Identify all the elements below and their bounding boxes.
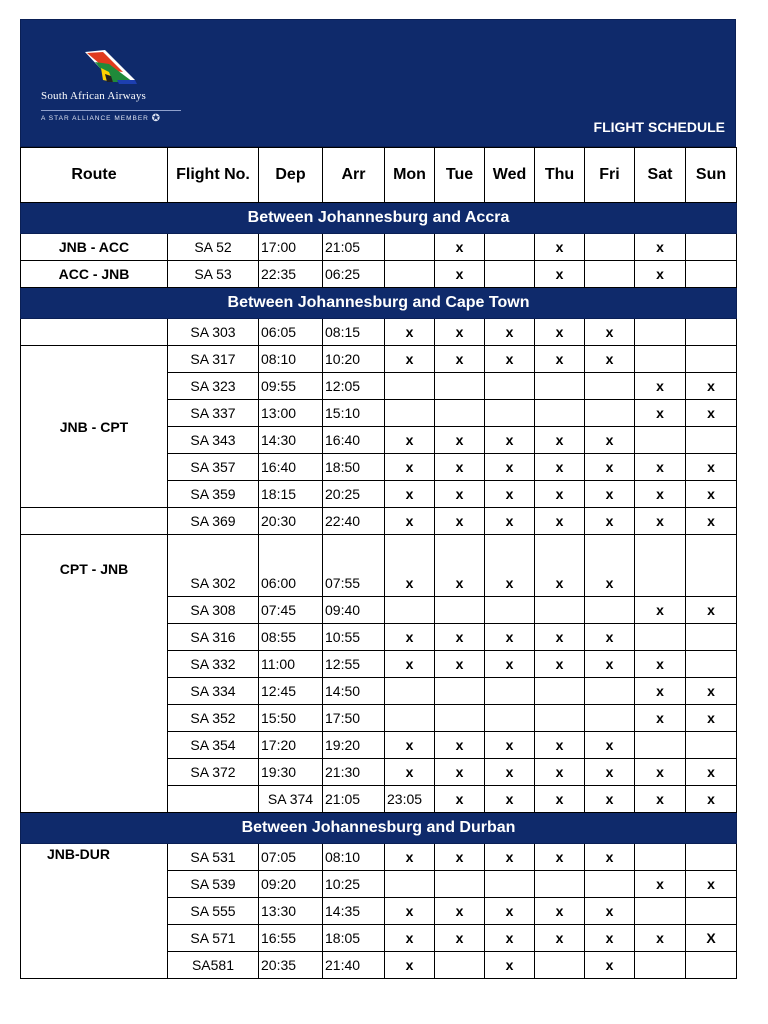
day-tue-cell [435,952,485,979]
arrival-time-cell: 12:05 [323,373,385,400]
day-sat-cell [635,732,686,759]
day-sat-cell [635,346,686,373]
day-fri-cell: x [585,508,635,535]
flight-number-cell: SA 369 [168,508,259,535]
day-tue-cell: x [435,732,485,759]
day-mon-cell: x [385,508,435,535]
arrival-time-cell: 06:25 [323,261,385,288]
day-fri-cell [585,373,635,400]
section-header-accra [21,203,737,234]
day-wed-cell [485,705,535,732]
day-fri-cell: x [585,925,635,952]
day-sun-cell: x [686,871,737,898]
flight-number-cell: SA 332 [168,651,259,678]
day-thu-cell: x [535,427,585,454]
arrival-time-cell: 21:30 [323,759,385,786]
flight-number-cell: SA 357 [168,454,259,481]
departure-time-cell: 16:40 [259,454,323,481]
day-tue-cell: x [435,925,485,952]
route-cell: JNB - CPT [21,346,168,508]
departure-time-cell: 20:35 [259,952,323,979]
day-mon-cell [385,597,435,624]
day-mon-cell: x [385,624,435,651]
day-sat-cell [635,624,686,651]
day-sat-cell: x [635,400,686,427]
day-sun-cell: x [686,454,737,481]
flight-number-cell: SA 334 [168,678,259,705]
day-tue-cell: x [435,346,485,373]
day-thu-cell: x [535,624,585,651]
day-thu-cell [535,871,585,898]
flight-number-cell: SA 317 [168,346,259,373]
day-thu-cell [535,400,585,427]
day-sun-cell: x [686,481,737,508]
airline-name: South African Airways [41,90,147,102]
day-mon-cell: x [385,427,435,454]
col-tue: Tue [435,148,485,203]
day-tue-cell: x [435,427,485,454]
day-mon-cell: x [385,319,435,346]
arrival-time-cell: 18:50 [323,454,385,481]
day-fri-cell: x [585,651,635,678]
day-tue-cell [435,871,485,898]
day-fri-cell: x [585,759,635,786]
arrival-time-cell: 16:40 [323,427,385,454]
day-thu-cell: x [535,319,585,346]
col-sat: Sat [635,148,686,203]
flight-number-cell: SA 539 [168,871,259,898]
day-fri-cell [585,705,635,732]
departure-time-cell: 18:15 [259,481,323,508]
flight-number-cell: SA 571 [168,925,259,952]
day-sun-cell [686,651,737,678]
day-fri-cell: x [585,624,635,651]
section-header-durban [21,813,737,844]
day-wed-cell: x [535,786,585,813]
day-sat-cell: x [635,925,686,952]
document-title: FLIGHT SCHEDULE [593,119,725,135]
section-title: Between Johannesburg and Accra [21,203,737,234]
column-header-row [21,148,737,203]
day-mon-cell [385,261,435,288]
day-mon-cell: x [385,898,435,925]
flight-number-cell: SA 531 [168,844,259,871]
day-tue-cell: x [435,481,485,508]
day-sat-cell: x [635,481,686,508]
star-alliance-icon: ✪ [151,113,162,124]
day-wed-cell [485,400,535,427]
day-mon-cell [385,871,435,898]
day-mon-cell: x [385,952,435,979]
day-thu-cell [535,678,585,705]
day-fri-cell: x [585,898,635,925]
arrival-time-cell: 19:20 [323,732,385,759]
flight-number-cell: SA 52 [168,234,259,261]
day-wed-cell: x [485,759,535,786]
day-mon-cell: x [385,732,435,759]
arrival-time-cell: 10:20 [323,346,385,373]
table-row [21,844,737,871]
day-thu-cell: x [535,535,585,597]
arrival-time-cell: 17:50 [323,705,385,732]
alliance-tagline [41,110,181,124]
arrival-time-cell: 20:25 [323,481,385,508]
arrival-time-cell: 14:50 [323,678,385,705]
arrival-time-cell: 10:55 [323,624,385,651]
departure-time-cell: 15:50 [259,705,323,732]
day-sat-cell: x [635,759,686,786]
flight-number-cell: SA 354 [168,732,259,759]
departure-time-cell: 21:05 [323,786,385,813]
day-tue-cell: x [435,759,485,786]
day-thu-cell: x [535,481,585,508]
table-row [21,508,737,535]
day-thu-cell: x [535,651,585,678]
day-mon-cell: x [385,844,435,871]
day-sun-cell: x [686,597,737,624]
day-fri-cell [585,400,635,427]
section-header-capetown [21,288,737,319]
table-row [21,535,737,597]
table-row [21,261,737,288]
day-sun-cell [686,346,737,373]
departure-time-cell: 17:20 [259,732,323,759]
departure-time-cell: 20:30 [259,508,323,535]
arrival-time-cell: 21:05 [323,234,385,261]
schedule-table [20,147,737,979]
day-thu-cell: x [535,844,585,871]
day-fri-cell: x [585,732,635,759]
day-mon-cell: x [385,454,435,481]
day-thu-cell: x [535,759,585,786]
departure-time-cell: 13:00 [259,400,323,427]
day-sat-cell: x [635,651,686,678]
day-fri-cell [585,678,635,705]
day-mon-cell: x [385,346,435,373]
day-wed-cell: x [485,427,535,454]
day-mon-cell [385,234,435,261]
day-fri-cell: x [585,844,635,871]
day-sun-cell [686,732,737,759]
day-tue-cell [435,678,485,705]
day-sat-cell: x [635,871,686,898]
route-cell: JNB - ACC [21,234,168,261]
day-sun-cell: x [686,678,737,705]
day-mon-cell [385,705,435,732]
day-fri-cell [585,597,635,624]
flight-number-cell: SA 555 [168,898,259,925]
day-tue-cell: x [435,651,485,678]
departure-time-cell: 06:05 [259,319,323,346]
day-wed-cell: x [485,844,535,871]
day-mon-cell: x [435,786,485,813]
arrival-time-cell: 22:40 [323,508,385,535]
arrival-time-cell: 12:55 [323,651,385,678]
day-fri-cell: x [585,535,635,597]
day-sun-cell [686,952,737,979]
route-cell: CPT - JNB [21,535,168,813]
day-thu-cell [535,705,585,732]
arrival-time-cell: 15:10 [323,400,385,427]
day-wed-cell: x [485,481,535,508]
day-fri-cell [585,261,635,288]
day-thu-cell: x [535,261,585,288]
day-tue-cell [435,597,485,624]
day-mon-cell [385,373,435,400]
day-thu-cell: x [535,925,585,952]
route-cell-empty [21,319,168,346]
day-thu-cell: x [535,898,585,925]
day-thu-cell [535,952,585,979]
day-fri-cell: x [635,786,686,813]
departure-time-cell: 09:20 [259,871,323,898]
day-fri-cell: x [585,346,635,373]
day-tue-cell [435,705,485,732]
flight-number-cell: SA 343 [168,427,259,454]
day-fri-cell: x [585,319,635,346]
day-tue-cell: x [485,786,535,813]
flight-number-cell: SA 53 [168,261,259,288]
day-wed-cell [485,871,535,898]
day-fri-cell: x [585,481,635,508]
day-wed-cell: x [485,651,535,678]
departure-time-cell: 07:45 [259,597,323,624]
day-sat-cell [635,535,686,597]
day-sat-cell: x [635,373,686,400]
day-thu-cell: x [535,234,585,261]
day-thu-cell: x [585,786,635,813]
col-thu: Thu [535,148,585,203]
table-row [21,346,737,373]
day-fri-cell: x [585,427,635,454]
day-fri-cell: x [585,952,635,979]
col-mon: Mon [385,148,435,203]
day-mon-cell: x [385,535,435,597]
day-sat-cell: x [635,678,686,705]
day-thu-cell: x [535,508,585,535]
day-sun-cell [686,234,737,261]
departure-time-cell: 16:55 [259,925,323,952]
col-arr: Arr [323,148,385,203]
day-sun-cell [686,898,737,925]
route-cell-empty [168,786,259,813]
arrival-time-cell: 21:40 [323,952,385,979]
arrival-time-cell: 14:35 [323,898,385,925]
day-sat-cell: x [686,786,737,813]
day-wed-cell: x [485,898,535,925]
departure-time-cell: 09:55 [259,373,323,400]
day-tue-cell: x [435,624,485,651]
col-flight-no: Flight No. [168,148,259,203]
col-fri: Fri [585,148,635,203]
arrival-time-cell: 18:05 [323,925,385,952]
day-thu-cell [535,373,585,400]
table-row [21,319,737,346]
day-sun-cell [686,319,737,346]
departure-time-cell: 19:30 [259,759,323,786]
day-tue-cell: x [435,234,485,261]
day-thu-cell: x [535,732,585,759]
departure-time-cell: 11:00 [259,651,323,678]
flight-number-cell: SA 337 [168,400,259,427]
flight-number-cell: SA 316 [168,624,259,651]
flight-number-cell: SA 303 [168,319,259,346]
flight-number-cell: SA 323 [168,373,259,400]
day-sat-cell [635,844,686,871]
day-sat-cell: x [635,234,686,261]
day-tue-cell [435,400,485,427]
flight-number-cell: SA581 [168,952,259,979]
day-sun-cell: x [686,759,737,786]
day-sun-cell [686,624,737,651]
day-fri-cell [585,234,635,261]
flight-number-cell: SA 372 [168,759,259,786]
table-row [21,234,737,261]
departure-time-cell: 13:30 [259,898,323,925]
day-wed-cell: x [485,732,535,759]
arrival-time-cell: 09:40 [323,597,385,624]
flag-tail-icon [83,50,139,86]
flight-number-cell: SA 302 [168,535,259,597]
day-tue-cell: x [435,535,485,597]
day-sun-cell [686,427,737,454]
day-tue-cell: x [435,319,485,346]
departure-time-cell: 12:45 [259,678,323,705]
flight-schedule-sheet [20,19,736,979]
departure-time-cell: 08:55 [259,624,323,651]
schedule-header [20,19,736,147]
arrival-time-cell: 08:10 [323,844,385,871]
day-wed-cell: x [485,952,535,979]
day-mon-cell [385,678,435,705]
route-cell: ACC - JNB [21,261,168,288]
day-mon-cell: x [385,651,435,678]
day-tue-cell: x [435,898,485,925]
day-sat-cell: x [635,705,686,732]
arrival-time-cell: 23:05 [385,786,435,813]
route-cell-empty [21,508,168,535]
day-thu-cell [535,597,585,624]
day-tue-cell [435,373,485,400]
day-mon-cell: x [385,481,435,508]
arrival-time-cell: 10:25 [323,871,385,898]
flight-number-cell: SA 359 [168,481,259,508]
flight-number-cell: SA 352 [168,705,259,732]
day-sun-cell: x [686,508,737,535]
section-title: Between Johannesburg and Durban [21,813,737,844]
day-sun-cell [686,844,737,871]
day-wed-cell: x [485,925,535,952]
day-mon-cell: x [385,925,435,952]
departure-time-cell: 22:35 [259,261,323,288]
flight-number-cell: SA 374 [259,786,323,813]
day-thu-cell: x [535,346,585,373]
section-title: Between Johannesburg and Cape Town [21,288,737,319]
day-fri-cell: x [585,454,635,481]
day-wed-cell: x [485,454,535,481]
day-wed-cell: x [485,508,535,535]
day-wed-cell [485,261,535,288]
day-mon-cell: x [385,759,435,786]
departure-time-cell: 08:10 [259,346,323,373]
day-wed-cell: x [485,535,535,597]
day-tue-cell: x [435,508,485,535]
day-wed-cell [485,373,535,400]
day-sat-cell: x [635,597,686,624]
departure-time-cell: 17:00 [259,234,323,261]
day-sun-cell: x [686,400,737,427]
day-sun-cell [686,535,737,597]
day-sat-cell: x [635,508,686,535]
arrival-time-cell: 08:15 [323,319,385,346]
day-thu-cell: x [535,454,585,481]
col-dep: Dep [259,148,323,203]
flight-number-cell: SA 308 [168,597,259,624]
arrival-time-cell: 07:55 [323,535,385,597]
day-tue-cell: x [435,844,485,871]
col-sun: Sun [686,148,737,203]
day-fri-cell [585,871,635,898]
day-sun-cell: x [686,705,737,732]
day-sat-cell [635,898,686,925]
col-route: Route [21,148,168,203]
day-tue-cell: x [435,454,485,481]
day-sat-cell [635,952,686,979]
day-sun-cell: x [686,373,737,400]
day-wed-cell: x [485,346,535,373]
day-sun-cell: X [686,925,737,952]
route-cell: JNB-DUR [21,844,168,979]
day-wed-cell: x [485,319,535,346]
day-mon-cell [385,400,435,427]
day-sat-cell [635,319,686,346]
alliance-text: A STAR ALLIANCE MEMBER [41,115,149,123]
day-wed-cell [485,678,535,705]
day-sun-cell [686,261,737,288]
day-wed-cell: x [485,624,535,651]
day-sat-cell: x [635,261,686,288]
departure-time-cell: 06:00 [259,535,323,597]
day-wed-cell [485,597,535,624]
col-wed: Wed [485,148,535,203]
day-wed-cell [485,234,535,261]
departure-time-cell: 14:30 [259,427,323,454]
day-tue-cell: x [435,261,485,288]
day-sat-cell [635,427,686,454]
day-sat-cell: x [635,454,686,481]
departure-time-cell: 07:05 [259,844,323,871]
